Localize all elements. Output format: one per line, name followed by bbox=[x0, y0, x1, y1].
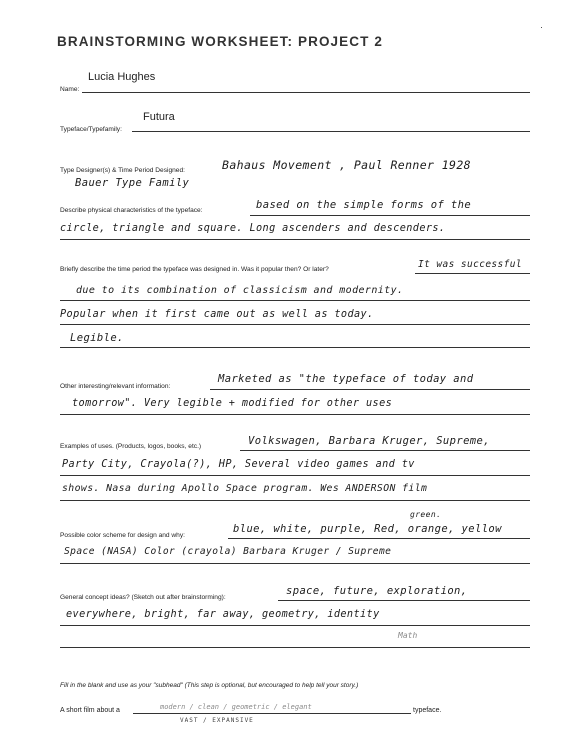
examples-line-2 bbox=[60, 475, 530, 476]
time-period-answer-line-4: Legible. bbox=[70, 332, 124, 344]
designer-label: Type Designer(s) & Time Period Designed: bbox=[60, 167, 185, 174]
time-period-answer-line-1: It was successful bbox=[418, 259, 523, 270]
name-value: Lucia Hughes bbox=[88, 71, 156, 83]
physical-answer-line-2: circle, triangle and square. Long ascenders and descenders. bbox=[60, 223, 446, 234]
physical-line-1 bbox=[250, 215, 530, 216]
footer-under-note: VAST / EXPANSIVE bbox=[180, 717, 254, 724]
colors-line-1 bbox=[228, 538, 530, 539]
examples-answer-line-3: shows. Nasa during Apollo Space program. Wes ANDERSON film bbox=[62, 483, 428, 494]
colors-line-2 bbox=[60, 563, 530, 564]
concepts-line-1 bbox=[278, 600, 530, 601]
physical-line-2 bbox=[60, 239, 530, 240]
concepts-label: General concept ideas? (Sketch out after brainstorming): bbox=[60, 594, 226, 601]
designer-answer-line-2: Bauer Type Family bbox=[75, 177, 190, 189]
time-period-line-3 bbox=[60, 324, 530, 325]
name-line bbox=[82, 92, 530, 93]
examples-line-3 bbox=[60, 500, 530, 501]
examples-line-1 bbox=[240, 450, 530, 451]
time-period-line-2 bbox=[60, 300, 530, 301]
other-info-line-1 bbox=[210, 389, 530, 390]
physical-answer-line-1: based on the simple forms of the bbox=[256, 199, 472, 211]
time-period-label: Briefly describe the time period the typeface was designed in. Was it popular then? Or later? bbox=[60, 266, 329, 273]
footer-blank-line bbox=[133, 713, 411, 714]
time-period-answer-line-3: Popular when it first came out as well as today. bbox=[60, 309, 374, 320]
examples-answer-line-1: Volkswagen, Barbara Kruger, Supreme, bbox=[248, 435, 490, 447]
footer-suffix: typeface. bbox=[413, 707, 442, 714]
typeface-line bbox=[132, 131, 530, 132]
typeface-value: Futura bbox=[143, 111, 175, 123]
concepts-note: Math bbox=[398, 631, 418, 640]
examples-label: Examples of uses. (Products, logos, books, etc.) bbox=[60, 443, 202, 450]
physical-label: Describe physical characteristics of the typeface: bbox=[60, 207, 203, 214]
footer-prefix: A short film about a bbox=[60, 707, 120, 714]
concepts-line-3 bbox=[60, 647, 530, 648]
color-note: green. bbox=[410, 510, 442, 519]
designer-answer-line-1: Bahaus Movement , Paul Renner 1928 bbox=[222, 158, 472, 172]
other-info-line-2 bbox=[60, 414, 530, 415]
concepts-answer-line-2: everywhere, bright, far away, geometry, identity bbox=[66, 609, 380, 620]
name-label: Name: bbox=[60, 86, 80, 93]
time-period-line-4 bbox=[60, 347, 530, 348]
colors-answer-line-1: blue, white, purple, Red, orange, yellow bbox=[233, 523, 502, 535]
other-info-answer-line-2: tomorrow". Very legible + modified for other uses bbox=[72, 398, 393, 409]
concepts-answer-line-1: space, future, exploration, bbox=[286, 585, 468, 597]
footer-instruction: Fill in the blank and use as your "subhead" (This step is optional, but encouraged to help tell your story.) bbox=[60, 682, 359, 689]
corner-mark: · bbox=[540, 22, 543, 32]
colors-answer-line-2: Space (NASA) Color (crayola) Barbara Kruger / Supreme bbox=[64, 546, 392, 557]
other-info-label: Other interesting/relevant information: bbox=[60, 383, 171, 390]
examples-answer-line-2: Party City, Crayola(?), HP, Several video games and tv bbox=[62, 459, 415, 470]
footer-blank-value: modern / clean / geometric / elegant bbox=[160, 703, 312, 711]
colors-label: Possible color scheme for design and why: bbox=[60, 532, 185, 539]
time-period-line-1 bbox=[415, 273, 530, 274]
worksheet-title: BRAINSTORMING WORKSHEET: PROJECT 2 bbox=[57, 34, 383, 49]
time-period-answer-line-2: due to its combination of classicism and modernity. bbox=[76, 285, 404, 296]
concepts-line-2 bbox=[60, 625, 530, 626]
typeface-label: Typeface/Typefamily: bbox=[60, 126, 122, 133]
other-info-answer-line-1: Marketed as "the typeface of today and bbox=[218, 373, 474, 385]
